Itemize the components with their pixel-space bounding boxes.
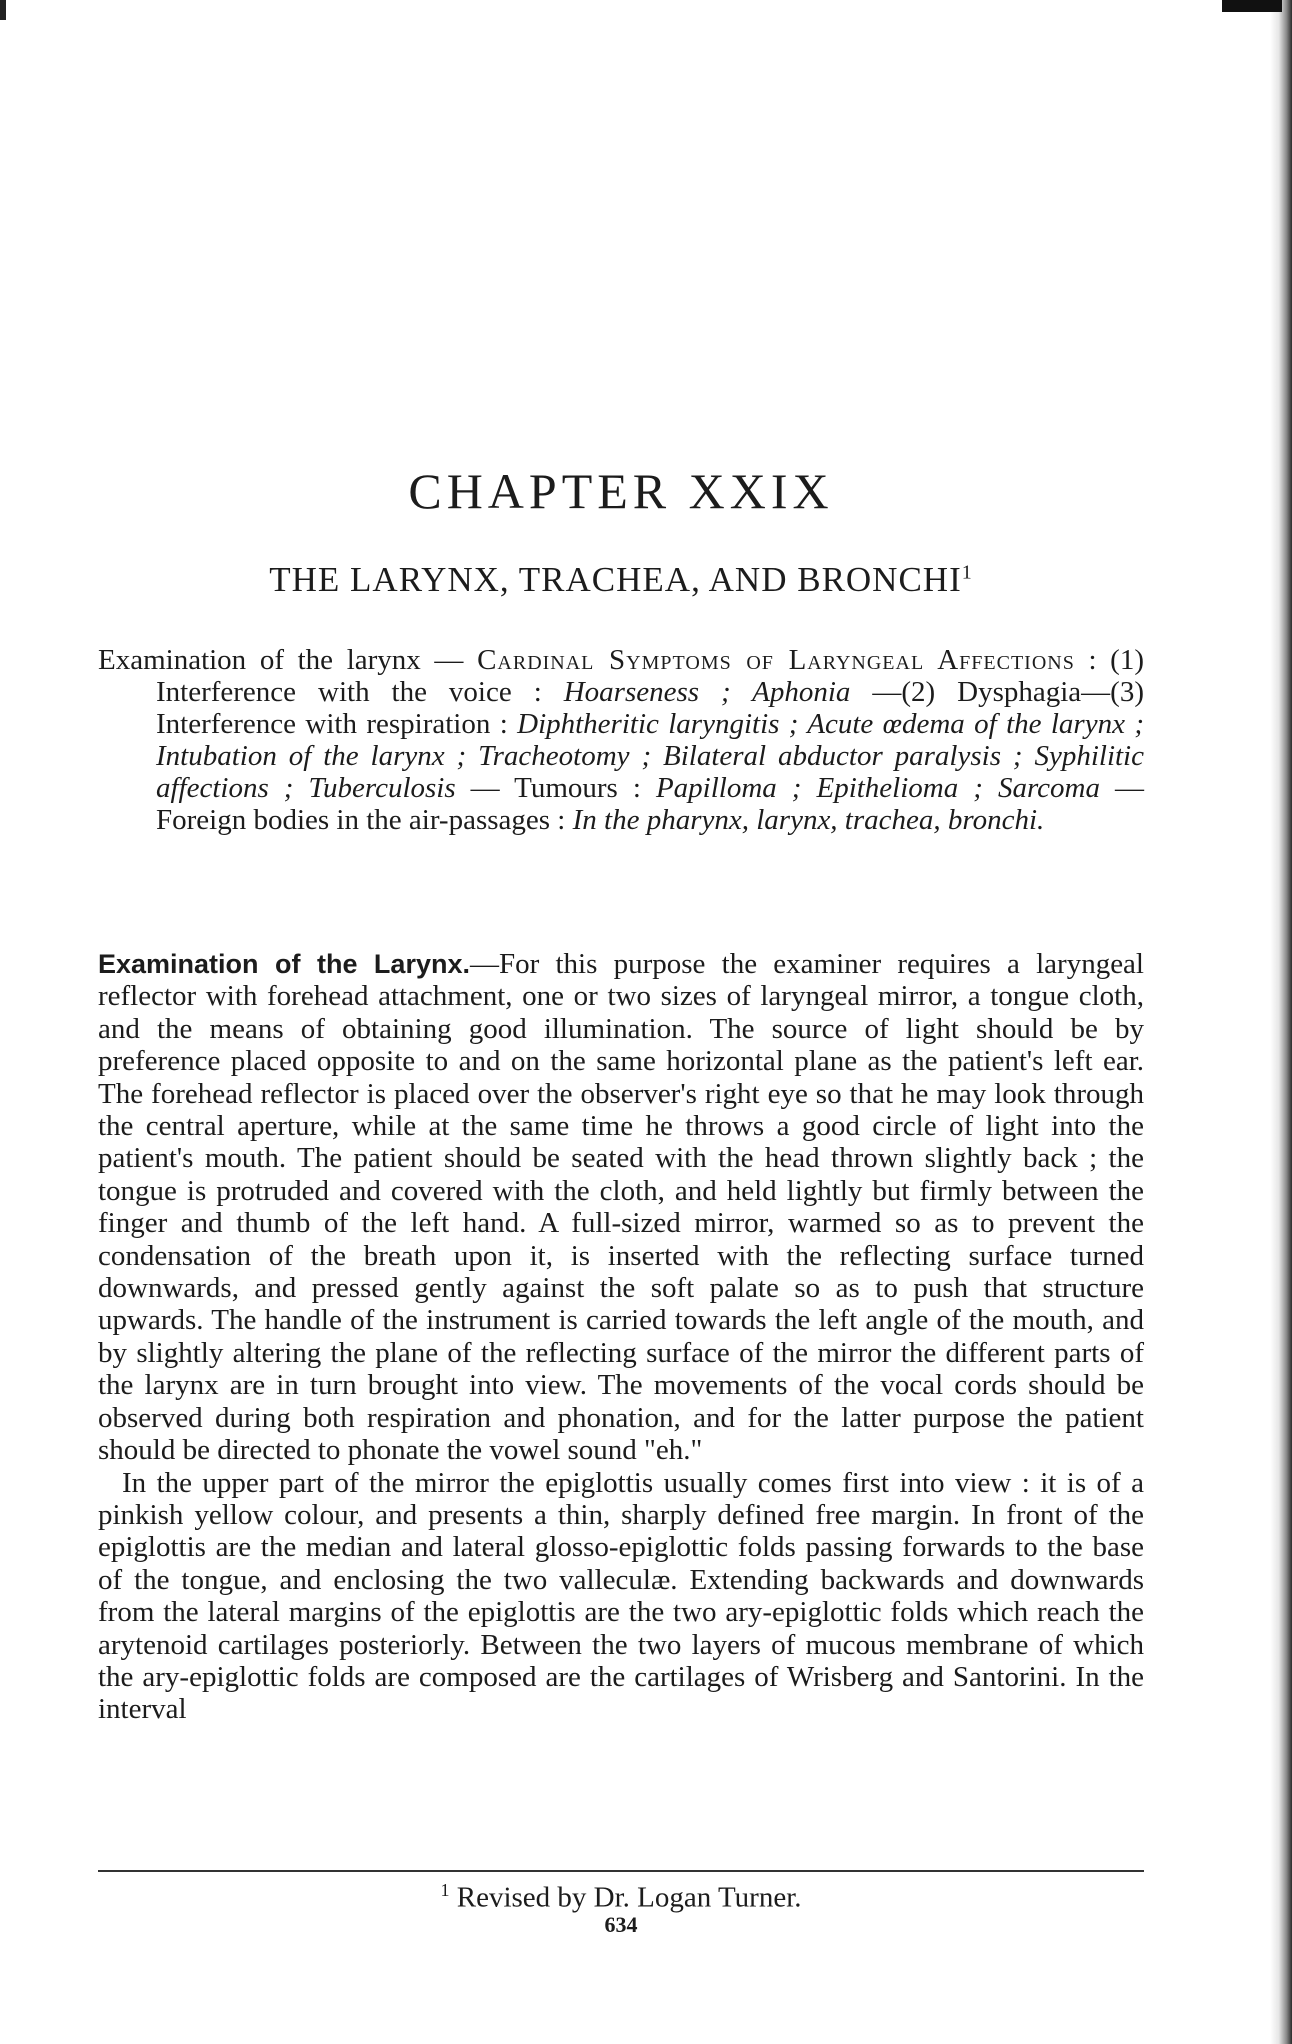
footnote-ref: 1 bbox=[961, 561, 973, 584]
contents-segment: — Tumours : bbox=[455, 772, 656, 804]
page bbox=[98, 0, 1144, 2044]
paragraph-lead: Examination of the Larynx. bbox=[98, 949, 470, 979]
footnote-rule bbox=[98, 1870, 1144, 1872]
footnote-text: Revised by Dr. Logan Turner. bbox=[456, 1881, 802, 1914]
chapter-title bbox=[98, 560, 1144, 600]
contents-segment: — Foreign bodies in the air-passages : bbox=[156, 772, 1144, 836]
paragraph-text: —For this purpose the examiner requires a laryngeal reflector with forehead attachment, one or two sizes of laryngeal mirror, a tongue cloth, and the means of obtaining good illumination. The source of light should be by preference placed opposite to and on the same horizontal plane as the patient's left ear. The forehead reflector is placed over the observer's right eye so that he may look through the central aperture, while at the same time he throws a good circle of light into the patient's mouth. The patient should be seated with the head thrown slightly back ; the tongue is protruded and covered with the cloth, and held lightly but firmly between the finger and thumb of the left hand. A full-sized mirror, warmed so as to prevent the condensation of the breath upon it, is inserted with the reflecting surface turned downwards, and pressed gently against the soft palate so as to push that structure upwards. The handle of the instrument is carried towards the left angle of the mouth, and by slightly altering the plane of the reflecting surface of the mirror the different parts of the larynx are in turn brought into view. The movements of the vocal cords should be observed during both respiration and phonation, and for the latter purpose the patient should be directed to phonate the vowel sound "eh." bbox=[98, 948, 1144, 1467]
footnote-marker: 1 bbox=[440, 1880, 450, 1900]
contents-segment: Cardinal Symptoms of Laryngeal Affections bbox=[477, 644, 1075, 676]
contents-segment: Examination of the larynx — bbox=[98, 644, 478, 676]
chapter-title-text: THE LARYNX, TRACHEA, AND BRONCHI bbox=[269, 560, 962, 599]
paragraph: In the upper part of the mirror the epiglottis usually comes first into view : it is of a pinkish yellow colour, and presents a thin, sharply defined free margin. In front of the epiglottis are the median and lateral glosso-epiglottic folds passing forwards to the base of the tongue, and enclosing the two valleculæ. Extending backwards and downwards from the lateral margins of the epiglottis are the two ary-epiglottic folds which reach the arytenoid cartilages posteriorly. Between the two layers of mucous membrane of which the ary-epiglottic folds are composed are the cartilages of Wrisberg and Santorini. In the interval bbox=[98, 1466, 1144, 1726]
contents-segment: Diphtheritic laryngitis ; Acute œdema of the larynx ; Intubation of the larynx ; Tracheotomy ; Bilateral abductor paralysis ; Syphilitic affections ; Tuberculosis bbox=[156, 708, 1144, 804]
page-number: 634 bbox=[604, 1912, 638, 1937]
contents-segment: Hoarseness ; Aphonia bbox=[563, 676, 851, 708]
chapter-heading: CHAPTER XXIX bbox=[408, 463, 834, 519]
page-edge-shadow bbox=[1270, 0, 1292, 2044]
page-corner-shadow bbox=[1222, 0, 1282, 12]
footnote bbox=[98, 1880, 1144, 1915]
paragraph bbox=[98, 948, 1144, 1467]
contents-segment: In the pharynx, larynx, trachea, bronchi. bbox=[572, 804, 1045, 836]
body-text bbox=[98, 948, 1144, 1726]
page-edge-mark bbox=[0, 0, 6, 20]
contents-segment: Papilloma ; Epithelioma ; Sarcoma bbox=[655, 772, 1100, 804]
chapter-contents bbox=[98, 644, 1144, 836]
contents-segment: : (1) Interference with the voice : bbox=[156, 644, 1144, 708]
contents-segment: —(2) Dysphagia—(3) Interference with respiration : bbox=[156, 676, 1144, 740]
